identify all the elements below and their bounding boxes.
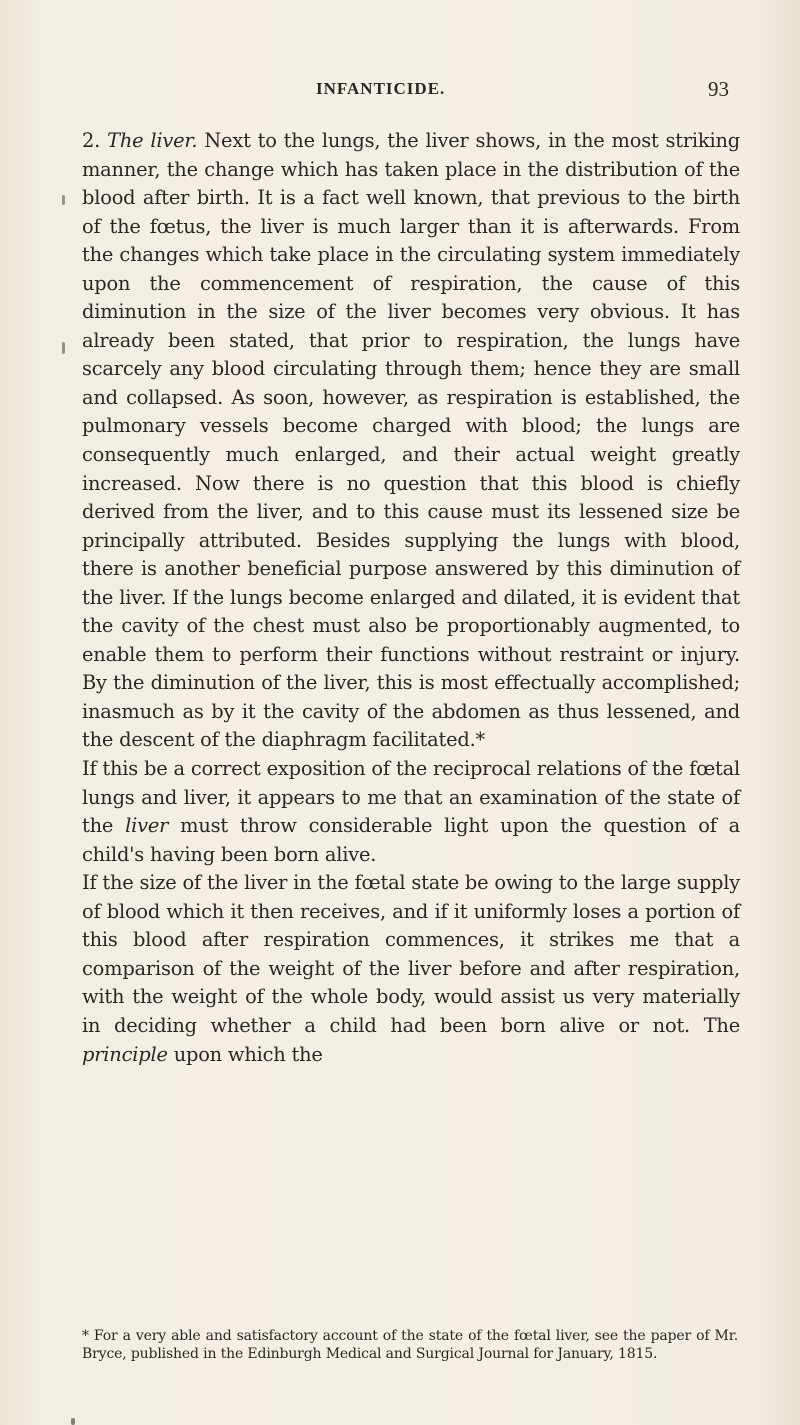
body-text xyxy=(82,127,740,1069)
footnote-text: * For a very able and satisfactory account of the state of the fœtal liver, see the paper of Mr. Bryce, published in the Edinburgh Medical and Surgical Journal for January, 1815. xyxy=(82,1328,738,1362)
emphasis-principle: principle xyxy=(82,1042,168,1066)
paragraph-number: 2. xyxy=(82,129,108,152)
paragraph-text: Next to the lungs, the liver shows, in the most striking manner, the change which has taken place in the distribution of the blood after birth. It is a fact well known, that previous to the birth of the fœtus, the liver is much larger than it is afterwards. From the changes which take place in the circulating system immediately upon the commencement of respiration, the cause of this diminution in the size of the liver becomes very obvious. It has already been stated, that prior to respiration, the lungs have scarcely any blood circulating through them; hence they are small and collapsed. As soon, however, as respiration is established, the pulmonary vessels become charged with blood; the lungs are consequently much enlarged, and their actual weight greatly increased. Now there is no question that this blood is chiefly derived from the liver, and to this cause must its lessened size be principally attributed. Besides supplying the lungs with blood, there is another beneficial purpose answered by this diminution of the liver. If the lungs become enlarged and dilated, it is evident that the cavity of the chest must also be proportionably augmented, to enable them to perform their functions without restraint or injury. By the diminution of the liver, this is most effectually accomplished; inasmuch as by it the cavity of the abdomen as thus lessened, and the descent of the diaphragm facilitated.* xyxy=(82,129,740,752)
margin-blemish xyxy=(62,195,65,205)
paragraph-text: If this be a correct exposition of the reciprocal relations of the fœtal lungs and liver, it appears to me that an examination of the state of the xyxy=(82,757,740,838)
page-number: 93 xyxy=(708,77,729,101)
emphasis-liver: liver xyxy=(125,814,169,838)
paragraph-text: upon which the xyxy=(167,1042,323,1066)
margin-blemish xyxy=(71,1418,75,1425)
section-heading-italic: The liver. xyxy=(107,129,198,152)
paragraph-liver xyxy=(82,127,740,755)
margin-blemish xyxy=(62,342,65,354)
paragraph-exposition xyxy=(82,755,740,869)
paragraph-text: If the size of the liver in the fœtal state be owing to the large supply of blood which it then receives, and if it uniformly loses a portion of this blood after respiration commences, it strikes me that a comparison of the weight of the liver before and after respiration, with the weight of the whole body, would assist us very materially in deciding whether a child had been born alive or not. The xyxy=(82,871,740,1037)
running-head-title: INFANTICIDE. xyxy=(316,79,446,98)
paragraph-comparison xyxy=(82,869,740,1069)
paragraph-text: must throw considerable light upon the question of a child's having been born alive. xyxy=(82,814,741,866)
running-head xyxy=(0,79,800,103)
footnote xyxy=(82,1327,738,1363)
